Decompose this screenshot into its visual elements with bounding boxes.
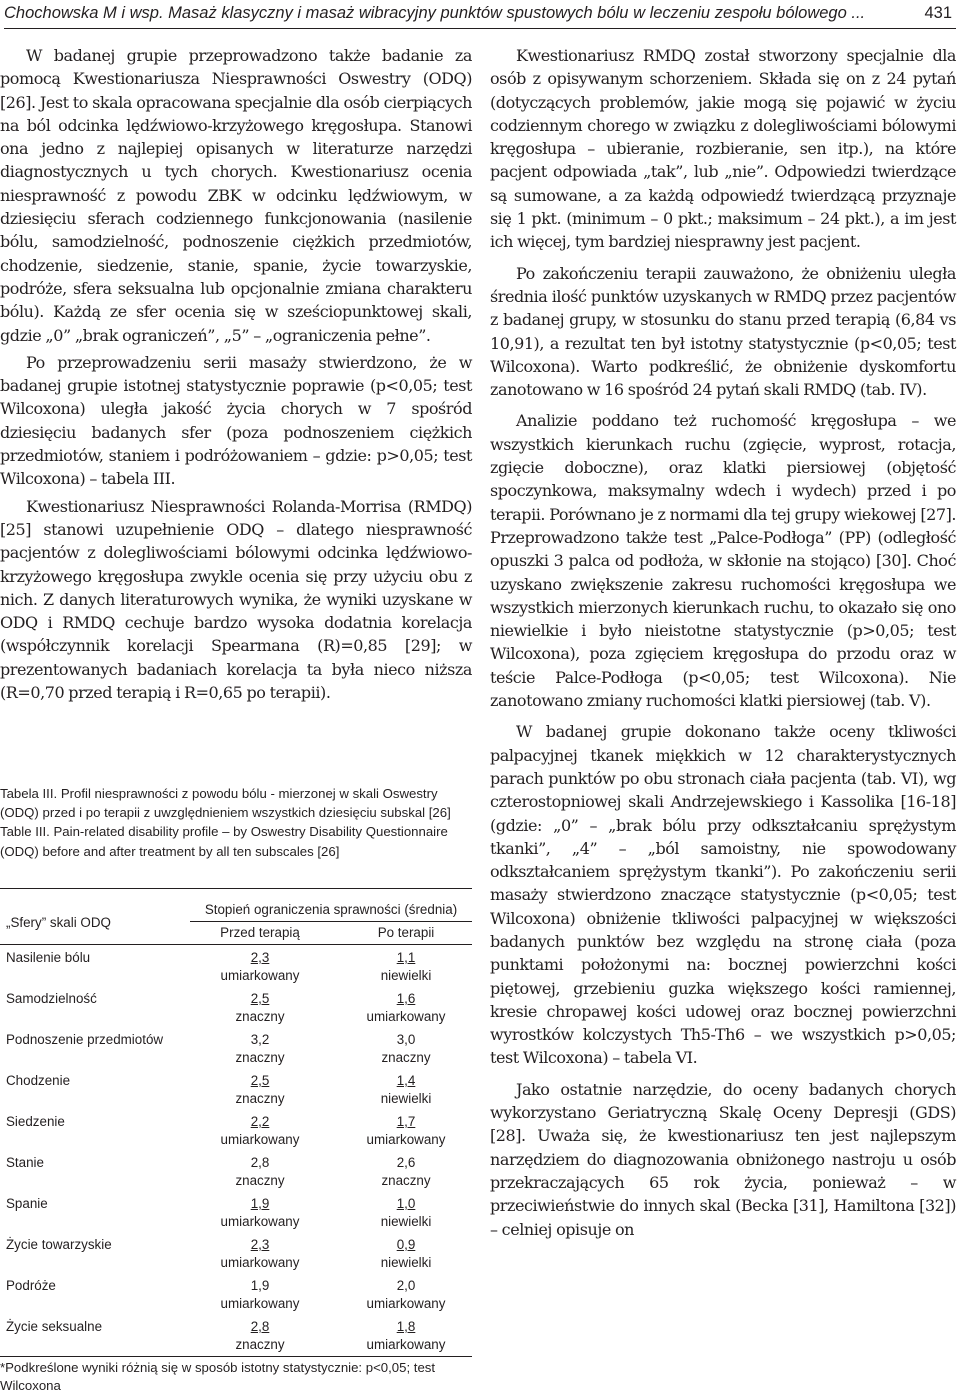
before-value: 1,9 (250, 1196, 270, 1211)
sphere-label: Samodzielność (6, 991, 97, 1006)
table-body (0, 945, 472, 1355)
cell-before (190, 1072, 330, 1108)
cell-sphere (6, 1277, 56, 1295)
cell-sphere (6, 1318, 102, 1336)
paragraph: W badanej grupie dokonano także oceny tkliwości palpacyjnej tkanek miękkich w 12 charakterystycznych parach punktów po obu stronach ciała pacjenta (tab. VI), wg czterostopniowej skali Andrzejewskiego i Kassolika [16-18] (gdzie: „0” – „brak bólu przy odkształcaniu sprężystym tkanki”, „4” – „ból samoistny, nie spowodowany odkształcaniem sprężystym tkanki”). Po zakończeniu serii masaży stwierdzono znaczące statystycznie (p<0,05; test Wilcoxona) obniżenie tkliwości palpacyjnej w większości badanych punktów bez względu na stronę ciała (poza punktami położonymi na: bocznej powierzchni kości piętowej, grzebieniu guzka większego kości ramiennej, kresie chropawej kości udowej oraz bocznej powierzchni wyrostków kolczystych Th5-Th6 – we wszystkich p>0,05; test Wilcoxona) – tabela VI. (490, 722, 956, 1068)
before-value: 2,5 (250, 1073, 270, 1088)
table-row (0, 1068, 472, 1109)
before-value: 2,3 (250, 1237, 270, 1252)
table-iii (0, 888, 472, 1355)
before-label: umiarkowany (220, 1214, 300, 1229)
paragraph: Po przeprowadzeniu serii masaży stwierdzono, że w badanej grupie istotnej statystycznie poprawie (p<0,05; test Wilcoxona) uległa jakość życia chorych w 7 spośród dziesięciu badanych sfer (poza podnoszeniem ciężkich przedmiotów, staniem i podróżowaniem – gdzie: p>0,05; test Wilcoxona) – tabela III. (0, 352, 472, 489)
running-header-text: Chochowska M i wsp. Masaż klasyczny i masaż wibracyjny punktów spustowych bólu w leczeniu zespołu bólowego ... (4, 4, 866, 22)
cell-before (190, 1154, 330, 1190)
cell-after (340, 990, 472, 1026)
after-label: umiarkowany (366, 1009, 446, 1024)
cell-sphere (6, 1154, 44, 1172)
cell-before (190, 1277, 330, 1313)
after-label: znaczny (381, 1173, 431, 1188)
caption-pl-line: Tabela III. Profil niesprawności z powodu bólu - mierzonej w skali Oswestry (0, 786, 438, 801)
paragraph: Jako ostatnie narzędzie, do oceny badanych chorych wykorzystano Geriatryczną Skalę Oceny Depresji (GDS) [28]. Uważa się, że kwestionariusz ten jest najlepszym narzędziem do diagnozowania obniżonego nastroju u osób przekraczających 65 rok życia, ponieważ – w przeciwieństwie do innych skal (Becka [31], Hamiltona [32]) – celniej opisuje on (490, 1079, 956, 1239)
after-value: 1,4 (396, 1073, 416, 1088)
table-row (0, 1027, 472, 1068)
before-value: 2,3 (250, 950, 270, 965)
cell-sphere (6, 1113, 65, 1131)
cell-after (340, 1195, 472, 1231)
cell-after (340, 1072, 472, 1108)
cell-before (190, 1236, 330, 1272)
before-label: umiarkowany (220, 968, 300, 983)
cell-sphere (6, 1195, 48, 1213)
header-before: Przed terapią (220, 925, 300, 940)
before-value: 1,9 (250, 1278, 270, 1293)
sphere-label: Siedzenie (6, 1114, 65, 1129)
before-label: znaczny (235, 1091, 285, 1106)
table-footnote: *Podkreślone wyniki różnią się w sposób istotny statystycznie: p<0,05; test Wilcoxona (0, 1356, 472, 1395)
before-label: znaczny (235, 1009, 285, 1024)
table-header (0, 889, 472, 945)
after-label: umiarkowany (366, 1296, 446, 1311)
caption-pl-line: (ODQ) przed i po terapii z uwzględnieniem wszystkich dziesięciu subskal [26] (0, 805, 451, 821)
before-value: 3,2 (250, 1032, 270, 1047)
paragraph: Kwestionariusz RMDQ został stworzony specjalnie dla osób z opisywanym schorzeniem. Składa się on z 24 pytań (dotyczących problemów, jakie mogą się pojawić w życiu codziennym chorego w związku z dolegliwościami bólowymi kręgosłupa – ubieranie, rozbieranie, sen itp.), na które pacjent odpowiada „tak”, lub „nie”. Odpowiedzi twierdzące są sumowane, a za każdą odpowiedź twierdzącą przyznaje się 1 pkt. (minimum – 0 pkt.; maksimum – 24 pkt.), a im jest ich więcej, tym bardziej niesprawny jest pacjent. (490, 46, 956, 252)
table-row (0, 1150, 472, 1191)
sphere-label: Podróże (6, 1278, 56, 1293)
before-label: umiarkowany (220, 1296, 300, 1311)
caption-en-line: (ODQ) before and after treatment by all ten subscales [26] (0, 843, 340, 859)
sphere-label: Chodzenie (6, 1073, 71, 1088)
table-row (0, 986, 472, 1027)
paragraph: Kwestionariusz Niesprawności Rolanda-Morrisa (RMDQ) [25] stanowi uzupełnienie ODQ – dlatego niesprawność pacjentów z dolegliwościami bólowymi odcinka lędźwiowo-krzyżowego kręgosłupa zwykle ocenia się przy użyciu obu z nich. Z danych literaturowych wynika, że wyniki uzyskane w ODQ i RMDQ cechuje bardzo wysoka dodatnia korelacja (współczynnik korelacji Spearmana (R)=0,85 [29]; w prezentowanych badaniach korelacja ta była nieco niższa (R=0,70 przed terapią i R=0,65 po terapii). (0, 496, 472, 703)
sphere-label: Podnoszenie przedmiotów (6, 1032, 164, 1047)
cell-after (340, 1277, 472, 1313)
before-label: umiarkowany (220, 1132, 300, 1147)
caption-en-line: Table III. Pain-related disability profile – by Oswestry Disability Questionnaire (0, 824, 448, 840)
header-sphere: „Sfery” skali ODQ (6, 915, 111, 930)
cell-after (340, 1318, 472, 1354)
cell-after (340, 1113, 472, 1149)
right-column (490, 44, 956, 1241)
header-group-rule (190, 921, 472, 922)
after-label: znaczny (381, 1050, 431, 1065)
cell-before (190, 1318, 330, 1354)
cell-sphere (6, 1031, 163, 1049)
before-value: 2,5 (250, 991, 270, 1006)
header-after: Po terapii (377, 925, 435, 940)
table-row (0, 1109, 472, 1150)
sphere-label: Życie towarzyskie (6, 1237, 112, 1252)
cell-after (340, 1031, 472, 1067)
after-label: niewielki (380, 1214, 432, 1229)
after-label: niewielki (380, 968, 432, 983)
sphere-label: Nasilenie bólu (6, 950, 91, 965)
header-group: Stopień ograniczenia sprawności (średnia) (204, 902, 458, 917)
paragraph: Po zakończeniu terapii zauważono, że obniżeniu uległa średnia ilość punktów uzyskanych w RMDQ przez pacjentów z badanej grupy, w stosunku do stanu przed terapią (6,84 vs 10,91), a rezultat ten był istotny statystycznie (p<0,05; test Wilcoxona). Warto podkreślić, że obniżenie dyskomfortu zanotowano w 16 spośród 24 pytań skali RMDQ (tab. IV). (490, 263, 956, 400)
after-label: niewielki (380, 1255, 432, 1270)
table-row (0, 945, 472, 986)
left-column (0, 44, 472, 704)
cell-after (340, 949, 472, 985)
before-label: znaczny (235, 1173, 285, 1188)
after-value: 2,6 (396, 1155, 416, 1170)
page-number: 431 (924, 4, 952, 22)
table-row (0, 1314, 472, 1355)
table-row (0, 1191, 472, 1232)
after-label: umiarkowany (366, 1132, 446, 1147)
table-row (0, 1232, 472, 1273)
before-label: znaczny (235, 1050, 285, 1065)
cell-before (190, 1195, 330, 1231)
running-header (4, 0, 956, 29)
after-label: umiarkowany (366, 1337, 446, 1352)
before-label: znaczny (235, 1337, 285, 1352)
cell-sphere (6, 949, 90, 967)
after-value: 1,1 (396, 950, 416, 965)
cell-after (340, 1154, 472, 1190)
after-value: 3,0 (396, 1032, 416, 1047)
paragraph: Analizie poddano też ruchomość kręgosłupa – we wszystkich kierunkach ruchu (zgięcie, wyprost, rotacja, zgięcie doboczne), oraz klatki piersiowej (objętość spoczynkowa, maksymalny wdech i wydech) przed i po terapii. Porównano je z normami dla tej grupy wiekowej [27]. Przeprowadzono także test „Palce-Podłoga” (PP) (odległość opuszki 3 palca od podłoża, w skłonie na stojąco) [30]. Choć uzyskano zwiększenie zakresu ruchomości kręgosłupa we wszystkich mierzonych kierunkach ruchu, to okazało się ono niewielkie i było nieistotne statystycznie (p>0,05; test Wilcoxona), poza zgięciem kręgosłupa do przodu oraz w teście Palce-Podłoga (p<0,05; test Wilcoxona). Nie zanotowano zmiany ruchomości klatki piersiowej (tab. V). (490, 411, 956, 711)
after-value: 1,8 (396, 1319, 416, 1334)
cell-sphere (6, 1236, 112, 1254)
after-value: 0,9 (396, 1237, 416, 1252)
before-label: umiarkowany (220, 1255, 300, 1270)
after-label: niewielki (380, 1091, 432, 1106)
cell-before (190, 1031, 330, 1067)
cell-before (190, 1113, 330, 1149)
sphere-label: Stanie (6, 1155, 44, 1170)
after-value: 1,6 (396, 991, 416, 1006)
table-row (0, 1273, 472, 1314)
before-value: 2,2 (250, 1114, 270, 1129)
after-value: 1,0 (396, 1196, 416, 1211)
after-value: 1,7 (396, 1114, 416, 1129)
before-value: 2,8 (250, 1319, 270, 1334)
cell-sphere (6, 1072, 70, 1090)
table-caption (0, 784, 472, 861)
paragraph: W badanej grupie przeprowadzono także badanie za pomocą Kwestionariusza Niesprawności Oswestry (ODQ) [26]. Jest to skala opracowana specjalnie dla osób cierpiących na ból odcinka lędźwiowo-krzyżowego kręgosłupa. Stanowi ona jedno z najlepiej opisanych w literaturze narzędzi diagnostycznych u tych chorych. Kwestionariusz ocenia niesprawność z powodu ZBK w odcinku lędźwiowym, w dziesięciu sferach codziennego funkcjonowania (nasilenie bólu, samodzielność, podnoszenie ciężkich przedmiotów, chodzenie, siedzenie, stanie, spanie, życie towarzyskie, podróże, sfera seksualna lub opcjonalnie zmiana charakteru bólu). Każdą ze sfer ocenia się w sześciopunktowej skali, gdzie „0” „brak ograniczeń”, „5” – „ograniczenia pełne”. (0, 46, 472, 345)
sphere-label: Spanie (6, 1196, 48, 1211)
sphere-label: Życie seksualne (6, 1319, 103, 1334)
cell-after (340, 1236, 472, 1272)
cell-before (190, 990, 330, 1026)
before-value: 2,8 (250, 1155, 270, 1170)
cell-sphere (6, 990, 97, 1008)
after-value: 2,0 (396, 1278, 416, 1293)
cell-before (190, 949, 330, 985)
